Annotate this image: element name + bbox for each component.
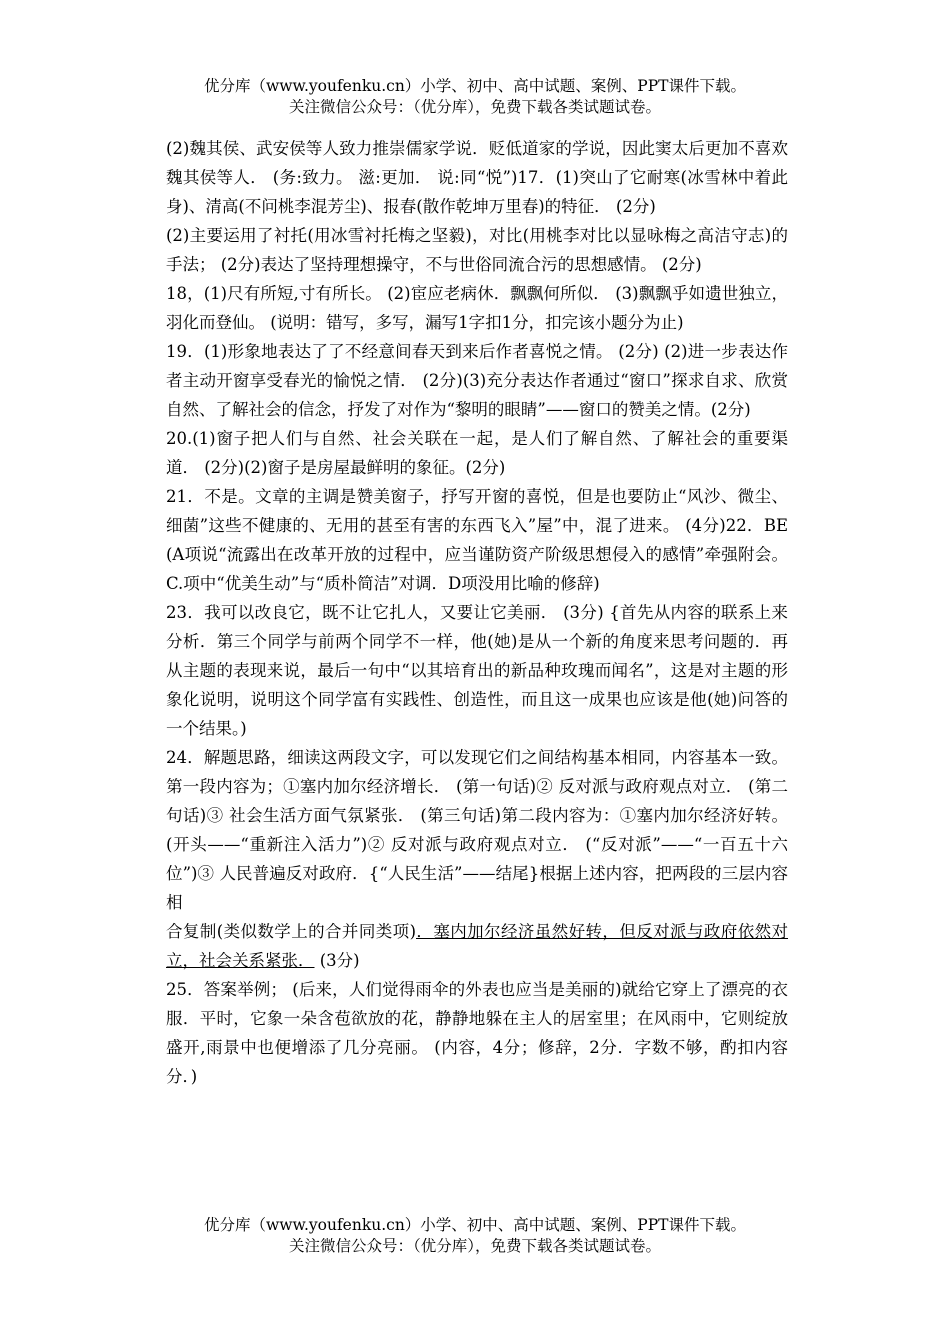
paragraph-3: 18，(1)尺有所短,寸有所长。 (2)宦应老病休．飘飘何所似． (3)飘飘乎如遗世独立，羽化而登仙。 (说明：错写，多写，漏写1字扣1分，扣完该小题分为止) [166, 284, 788, 332]
paragraph-9-score: (3分) [314, 951, 360, 970]
footer-line-1: 优分库（www.youfenku.cn）小学、初中、高中试题、案例、PPT课件下载。 [203, 1216, 747, 1234]
page-header [0, 76, 950, 118]
paragraph-8: 24．解题思路，细读这两段文字，可以发现它们之间结构基本相同，内容基本一致。第一段内容为；①塞内加尔经济增长． (第一句话)② 反对派与政府观点对立． (第二句话)③ 社会生活方面气氛紧张． (第三句话)第二段内容为：①塞内加尔经济好转。 (开头——“重新注入活力”)② 反对派与政府观点对立． (“反对派”——“一百五十六位”)③ 人民普遍反对政府．{“人民生活”——结尾}根据上述内容，把两段的三层内容相 [166, 748, 788, 912]
paragraph-2: (2)主要运用了衬托(用冰雪衬托梅之坚毅)，对比(用桃李对比以显咏梅之高洁守志)的手法； (2分)表达了坚持理想操守，不与世俗同流合污的思想感情。 (2分) [166, 226, 788, 274]
header-line-1: 优分库（www.youfenku.cn）小学、初中、高中试题、案例、PPT课件下载。 [203, 77, 747, 95]
paragraph-7: 23．我可以改良它，既不让它扎人，又要让它美丽． (3分) {首先从内容的联系上来分析．第三个同学与前两个同学不一样，他(她)是从一个新的角度来思考问题的．再从主题的表现来说，最后一句中“以其培育出的新品种玫瑰而闻名”，这是对主题的形象化说明，说明这个同学富有实践性、创造性，而且这一成果也应该是他(她)问答的一个结果。) [166, 603, 788, 738]
footer-line-2: 关注微信公众号：（优分库），免费下载各类试题试卷。 [288, 1237, 661, 1255]
paragraph-9-underlined-answer: ．塞内加尔经济虽然好转，但反对派与政府依然对立，社会关系紧张． [166, 922, 789, 970]
answer-body [166, 134, 788, 1091]
paragraph-4: 19．(1)形象地表达了了不经意间春天到来后作者喜悦之情。 (2分) (2)进一步表达作者主动开窗享受春光的愉悦之情． (2分)(3)充分表达作者通过“窗口”探求自求、欣赏自然、了解社会的信念，抒发了对作为“黎明的眼睛”——窗口的赞美之情。(2分) [166, 342, 788, 419]
paragraph-6: 21．不是。文章的主调是赞美窗子，抒写开窗的喜悦，但是也要防止“风沙、微尘、细菌”这些不健康的、无用的甚至有害的东西飞入”屋”中，混了进来。 (4分)22．BE(A项说“流露出在改革开放的过程中，应当谨防资产阶级思想侵入的感情”牵强附会。C.项中“优美生动”与“质朴简洁”对调．D项没用比喻的修辞) [166, 487, 788, 593]
paragraph-1: (2)魏其侯、武安侯等人致力推崇儒家学说．贬低道家的学说，因此窦太后更加不喜欢魏其侯等人． (务:致力。 滋:更加． 说:同“悦”)17．(1)突山了它耐寒(冰雪林中着此身)、清高(不问桃李混芳尘)、报春(散作乾坤万里春)的特征． (2分) [166, 139, 788, 216]
paragraph-9 [166, 917, 788, 975]
paragraph-5: 20.(1)窗子把人们与自然、社会关联在一起，是人们了解自然、了解社会的重要渠道． (2分)(2)窗子是房屋最鲜明的象征。(2分) [166, 429, 788, 477]
header-line-2: 关注微信公众号：（优分库），免费下载各类试题试卷。 [288, 98, 661, 116]
paragraph-10: 25．答案举例； (后来，人们觉得雨伞的外表也应当是美丽的)就给它穿上了漂亮的衣服．平时，它象一朵含苞欲放的花，静静地躲在主人的居室里；在风雨中，它则绽放盛开,雨景中也便增添了几分亮丽。 (内容，4分；修辞，2分．字数不够，酌扣内容分．) [166, 980, 788, 1086]
page-footer [0, 1215, 950, 1257]
paragraph-9-plain: 合复制(类似数学上的合并同类项) [166, 922, 417, 941]
